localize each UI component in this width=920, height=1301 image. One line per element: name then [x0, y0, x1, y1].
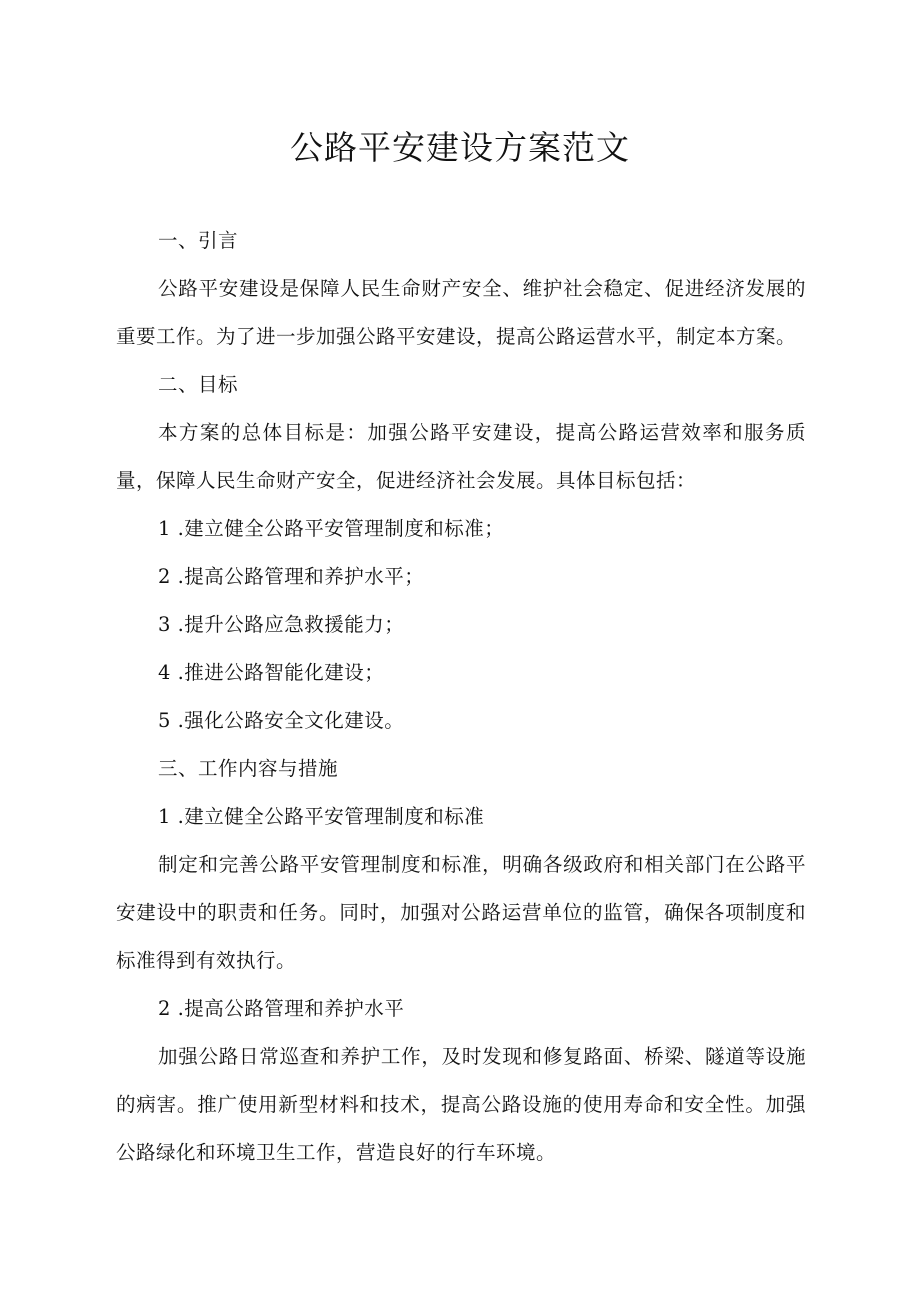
goal-list-item: 5 .强化公路安全文化建设。: [158, 709, 405, 732]
goal-paragraph: 本方案的总体目标是：加强公路平安建设，提高公路运营效率和服务质量，保障人民生命财产安全，促进经济社会发展。具体目标包括：: [116, 421, 806, 492]
section-heading-work: 三、工作内容与措施: [158, 757, 339, 780]
work-subheading-2: 2 .提高公路管理和养护水平: [158, 997, 405, 1020]
goal-list-item: 1 .建立健全公路平安管理制度和标准；: [158, 517, 505, 540]
goal-list-item: 3 .提升公路应急救援能力；: [158, 613, 405, 636]
document-body: [116, 217, 806, 1177]
intro-paragraph: 公路平安建设是保障人民生命财产安全、维护社会稳定、促进经济发展的重要工作。为了进一步加强公路平安建设，提高公路运营水平，制定本方案。: [116, 277, 806, 348]
work-paragraph-2: 加强公路日常巡查和养护工作，及时发现和修复路面、桥梁、隧道等设施的病害。推广使用新型材料和技术，提高公路设施的使用寿命和安全性。加强公路绿化和环境卫生工作，营造良好的行车环境。: [116, 1045, 806, 1164]
work-subheading-1: 1 .建立健全公路平安管理制度和标准: [158, 805, 485, 828]
goal-list-item: 2 .提高公路管理和养护水平；: [158, 565, 425, 588]
section-heading-intro: 一、引言: [158, 229, 239, 252]
goal-list-item: 4 .推进公路智能化建设；: [158, 661, 385, 684]
document-title: 公路平安建设方案范文: [290, 128, 630, 167]
work-paragraph-1: 制定和完善公路平安管理制度和标准，明确各级政府和相关部门在公路平安建设中的职责和任务。同时，加强对公路运营单位的监管，确保各项制度和标准得到有效执行。: [116, 853, 806, 972]
section-heading-goal: 二、目标: [158, 373, 239, 396]
